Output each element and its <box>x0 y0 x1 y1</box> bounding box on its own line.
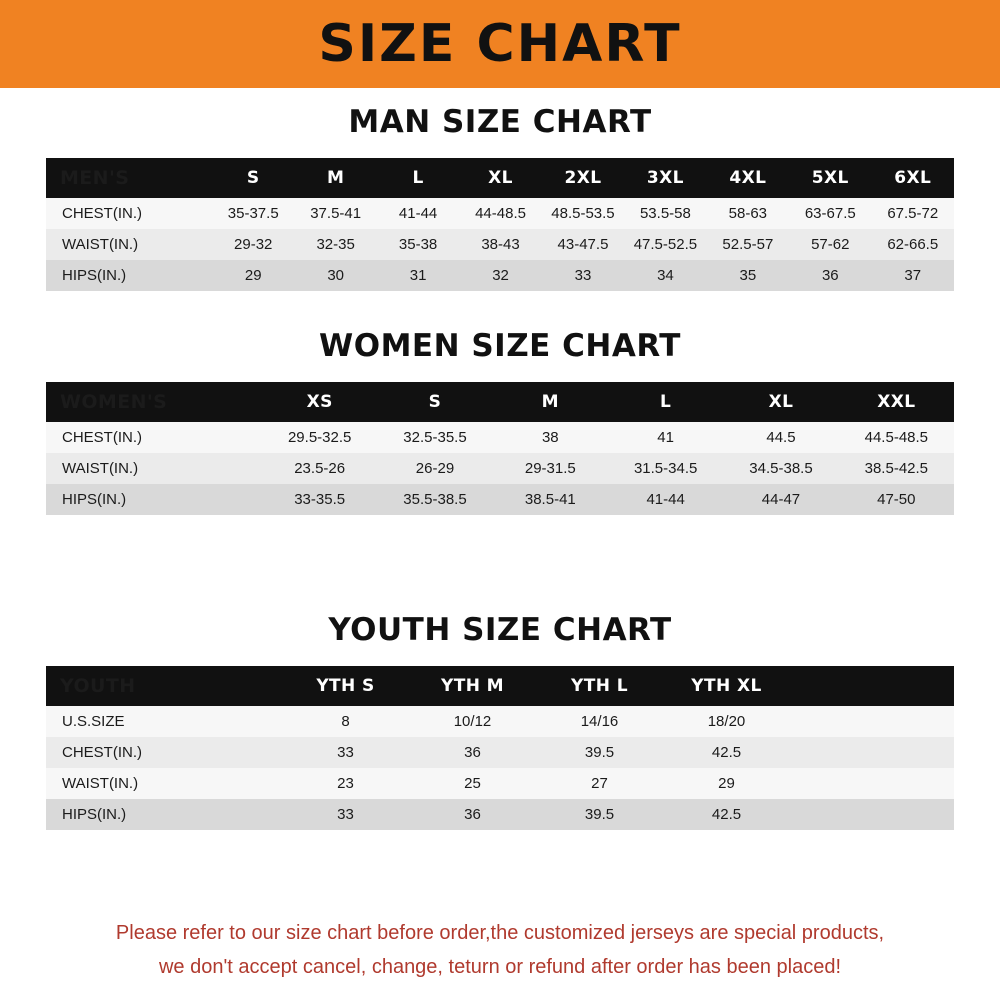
table-row <box>46 422 954 453</box>
row-label: HIPS(IN.) <box>46 260 212 291</box>
header-cell: XL <box>459 158 541 198</box>
header-cell: XL <box>723 382 838 422</box>
table-row <box>46 706 954 737</box>
disclaimer-note <box>0 916 1000 984</box>
header-cell: XS <box>262 382 377 422</box>
cell: 47.5-52.5 <box>624 229 706 260</box>
table-youth-size <box>46 666 954 830</box>
header-cell: M <box>294 158 376 198</box>
cell: 38-43 <box>459 229 541 260</box>
cell: 29-31.5 <box>493 453 608 484</box>
table-man-size <box>46 158 954 291</box>
table-row <box>46 229 954 260</box>
section-women <box>0 328 1000 515</box>
cell: 29.5-32.5 <box>262 422 377 453</box>
header-cell: YTH S <box>282 666 409 706</box>
table-row <box>46 737 954 768</box>
row-label: CHEST(IN.) <box>46 198 212 229</box>
cell: 33 <box>282 799 409 830</box>
cell: 32.5-35.5 <box>377 422 492 453</box>
cell: 62-66.5 <box>872 229 955 260</box>
header-cell: WOMEN'S <box>46 382 262 422</box>
cell: 67.5-72 <box>872 198 955 229</box>
header-cell: MEN'S <box>46 158 212 198</box>
table-header-row <box>46 382 954 422</box>
cell: 36 <box>409 737 536 768</box>
header-cell: 4XL <box>707 158 789 198</box>
cell: 52.5-57 <box>707 229 789 260</box>
section-heading-women: WOMEN SIZE CHART <box>319 328 681 364</box>
page-title: SIZE CHART <box>318 14 682 74</box>
header-cell: 3XL <box>624 158 706 198</box>
cell: 35-38 <box>377 229 459 260</box>
cell: 33 <box>542 260 624 291</box>
cell: 37.5-41 <box>294 198 376 229</box>
cell: 10/12 <box>409 706 536 737</box>
cell: 29-32 <box>212 229 294 260</box>
cell: 53.5-58 <box>624 198 706 229</box>
cell: 33 <box>282 737 409 768</box>
header-cell: 6XL <box>872 158 955 198</box>
cell: 36 <box>409 799 536 830</box>
cell: 39.5 <box>536 737 663 768</box>
cell: 63-67.5 <box>789 198 871 229</box>
header-cell: S <box>212 158 294 198</box>
cell: 44-47 <box>723 484 838 515</box>
cell: 57-62 <box>789 229 871 260</box>
cell: 44.5 <box>723 422 838 453</box>
page-banner <box>0 0 1000 88</box>
section-heading-man: MAN SIZE CHART <box>348 104 652 140</box>
section-youth <box>0 612 1000 830</box>
cell: 35-37.5 <box>212 198 294 229</box>
cell: 23.5-26 <box>262 453 377 484</box>
row-label: WAIST(IN.) <box>46 229 212 260</box>
row-label: WAIST(IN.) <box>46 453 262 484</box>
table-row <box>46 768 954 799</box>
cell: 34 <box>624 260 706 291</box>
cell-spacer <box>790 799 954 830</box>
header-cell: YTH M <box>409 666 536 706</box>
cell: 31 <box>377 260 459 291</box>
cell: 31.5-34.5 <box>608 453 723 484</box>
row-label: CHEST(IN.) <box>46 737 282 768</box>
cell: 38.5-42.5 <box>839 453 954 484</box>
cell: 47-50 <box>839 484 954 515</box>
header-cell: L <box>608 382 723 422</box>
cell: 39.5 <box>536 799 663 830</box>
cell: 48.5-53.5 <box>542 198 624 229</box>
table-row <box>46 799 954 830</box>
table-row <box>46 484 954 515</box>
cell: 29 <box>663 768 790 799</box>
section-man <box>0 104 1000 291</box>
cell: 36 <box>789 260 871 291</box>
header-cell: YTH L <box>536 666 663 706</box>
cell: 44.5-48.5 <box>839 422 954 453</box>
disclaimer-line-1: Please refer to our size chart before order,the customized jerseys are special products, <box>115 922 885 944</box>
cell-spacer <box>790 737 954 768</box>
row-label: HIPS(IN.) <box>46 799 282 830</box>
cell: 30 <box>294 260 376 291</box>
table-row <box>46 453 954 484</box>
cell: 25 <box>409 768 536 799</box>
disclaimer-line-2: we don't accept cancel, change, teturn or refund after order has been placed! <box>158 956 842 978</box>
cell: 8 <box>282 706 409 737</box>
cell: 18/20 <box>663 706 790 737</box>
table-header-row <box>46 666 954 706</box>
cell: 41 <box>608 422 723 453</box>
header-cell: L <box>377 158 459 198</box>
cell: 37 <box>872 260 955 291</box>
row-label: WAIST(IN.) <box>46 768 282 799</box>
cell: 41-44 <box>608 484 723 515</box>
table-row <box>46 260 954 291</box>
cell: 27 <box>536 768 663 799</box>
header-cell: YOUTH <box>46 666 282 706</box>
cell: 34.5-38.5 <box>723 453 838 484</box>
cell-spacer <box>790 706 954 737</box>
cell: 43-47.5 <box>542 229 624 260</box>
row-label: U.S.SIZE <box>46 706 282 737</box>
cell: 35.5-38.5 <box>377 484 492 515</box>
cell: 42.5 <box>663 737 790 768</box>
cell: 14/16 <box>536 706 663 737</box>
cell: 32 <box>459 260 541 291</box>
row-label: HIPS(IN.) <box>46 484 262 515</box>
cell: 32-35 <box>294 229 376 260</box>
header-cell: 2XL <box>542 158 624 198</box>
cell: 41-44 <box>377 198 459 229</box>
header-cell-spacer <box>790 666 954 706</box>
cell: 33-35.5 <box>262 484 377 515</box>
cell: 23 <box>282 768 409 799</box>
cell-spacer <box>790 768 954 799</box>
cell: 58-63 <box>707 198 789 229</box>
header-cell: XXL <box>839 382 954 422</box>
section-heading-youth: YOUTH SIZE CHART <box>328 612 672 648</box>
header-cell: M <box>493 382 608 422</box>
header-cell: S <box>377 382 492 422</box>
row-label: CHEST(IN.) <box>46 422 262 453</box>
cell: 38 <box>493 422 608 453</box>
cell: 42.5 <box>663 799 790 830</box>
cell: 35 <box>707 260 789 291</box>
cell: 29 <box>212 260 294 291</box>
cell: 38.5-41 <box>493 484 608 515</box>
cell: 44-48.5 <box>459 198 541 229</box>
cell: 26-29 <box>377 453 492 484</box>
table-row <box>46 198 954 229</box>
table-women-size <box>46 382 954 515</box>
table-header-row <box>46 158 954 198</box>
header-cell: YTH XL <box>663 666 790 706</box>
header-cell: 5XL <box>789 158 871 198</box>
